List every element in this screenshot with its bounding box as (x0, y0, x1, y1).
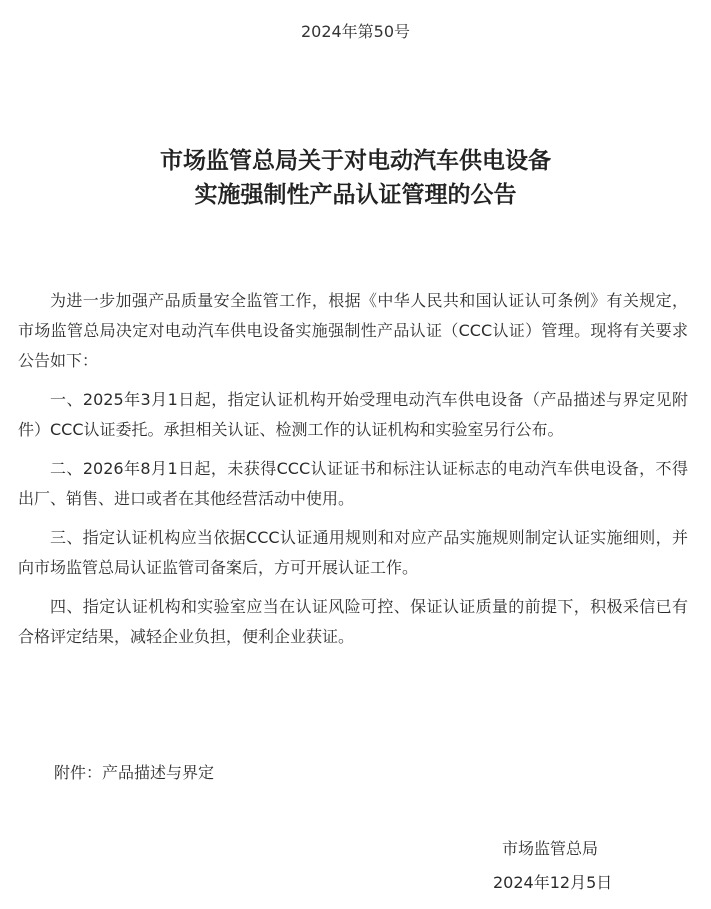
paragraph-item-3: 三、指定认证机构应当依据CCC认证通用规则和对应产品实施规则制定认证实施细则，并向市场监管总局认证监管司备案后，方可开展认证工作。 (18, 528, 688, 577)
paragraph-item-2: 二、2026年8月1日起，未获得CCC认证证书和标注认证标志的电动汽车供电设备，不得出厂、销售、进口或者在其他经营活动中使用。 (18, 459, 688, 508)
signer-name: 市场监管总局 (502, 839, 599, 858)
title-line-2: 实施强制性产品认证管理的公告 (194, 181, 517, 208)
document-title (0, 144, 711, 212)
document-body (18, 286, 688, 661)
attachment-note: 附件：产品描述与界定 (54, 763, 215, 782)
paragraph-item-1: 一、2025年3月1日起，指定认证机构开始受理电动汽车供电设备（产品描述与界定见附件）CCC认证委托。承担相关认证、检测工作的认证机构和实验室另行公布。 (18, 390, 688, 439)
signature-date: 2024年12月5日 (493, 873, 613, 892)
document-number: 2024年第50号 (300, 22, 411, 41)
paragraph-item-4: 四、指定认证机构和实验室应当在认证风险可控、保证认证质量的前提下，积极采信已有合格评定结果，减轻企业负担，便利企业获证。 (18, 597, 688, 646)
title-line-1: 市场监管总局关于对电动汽车供电设备 (160, 147, 551, 174)
paragraph-intro: 为进一步加强产品质量安全监管工作，根据《中华人民共和国认证认可条例》有关规定，市场监管总局决定对电动汽车供电设备实施强制性产品认证（CCC认证）管理。现将有关要求公告如下： (18, 291, 688, 370)
